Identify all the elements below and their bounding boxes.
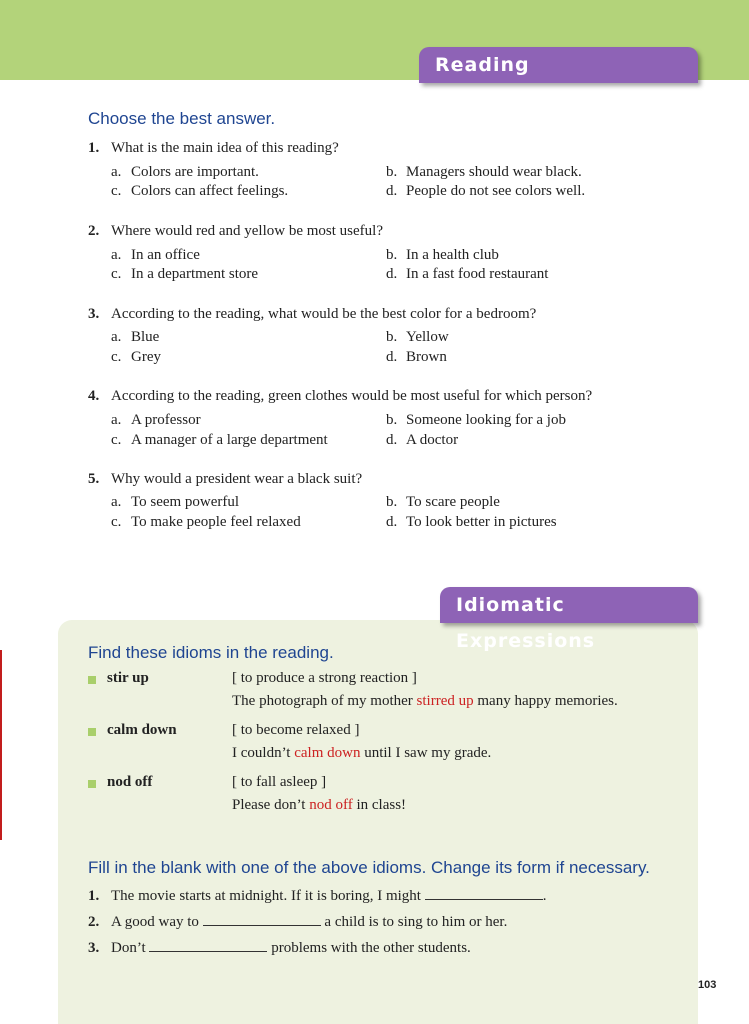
answer-option: b. Yellow <box>386 329 449 345</box>
answer-option: b. To scare people <box>386 494 500 510</box>
item-text: A good way to a child is to sing to him or her. <box>111 914 508 930</box>
idiom-term: calm down <box>107 722 177 738</box>
answer-option: d. A doctor <box>386 432 459 448</box>
idiom-example: The photograph of my mother stirred up many happy memories. <box>232 693 618 709</box>
answer-option: c. Grey <box>111 349 161 365</box>
answer-option: b. Someone looking for a job <box>386 412 566 428</box>
answer-blank[interactable] <box>425 886 543 900</box>
answer-option: a. To seem powerful <box>111 494 240 510</box>
answer-option: b. In a health club <box>386 247 499 263</box>
answer-option: d. To look better in pictures <box>386 514 557 530</box>
idiom-example: I couldn’t calm down until I saw my grade. <box>232 745 492 761</box>
idiom-highlight: nod off <box>309 797 353 813</box>
answer-option: a. A professor <box>111 412 201 428</box>
answer-option: c. To make people feel relaxed <box>111 514 301 530</box>
question-text: Why would a president wear a black suit? <box>111 471 363 487</box>
answer-option: c. In a department store <box>111 266 259 282</box>
idiom-definition: [ to fall asleep ] <box>232 774 327 790</box>
question-text: According to the reading, green clothes would be most useful for which person? <box>111 388 593 404</box>
idiom-highlight: stirred up <box>416 693 474 709</box>
question-number: 3. <box>88 306 100 322</box>
page-edge-mark <box>0 650 2 840</box>
bullet-icon <box>88 728 96 736</box>
idioms-instruction: Find these idioms in the reading. <box>88 643 334 662</box>
question-number: 2. <box>88 223 100 239</box>
question-number: 5. <box>88 471 100 487</box>
answer-option: b. Managers should wear black. <box>386 164 582 180</box>
answer-option: d. Brown <box>386 349 447 365</box>
item-number: 1. <box>88 888 100 904</box>
idiom-term: stir up <box>107 670 149 686</box>
answer-option: c. A manager of a large department <box>111 432 328 448</box>
idiom-term: nod off <box>107 774 153 790</box>
question-text: Where would red and yellow be most useful? <box>111 223 383 239</box>
bullet-icon <box>88 780 96 788</box>
fill-in-instruction: Fill in the blank with one of the above idioms. Change its form if necessary. <box>88 858 650 877</box>
question-text: According to the reading, what would be the best color for a bedroom? <box>111 306 537 322</box>
item-text: Don’t problems with the other students. <box>111 940 471 956</box>
question-number: 1. <box>88 140 100 156</box>
answer-option: d. In a fast food restaurant <box>386 266 549 282</box>
idiom-highlight: calm down <box>294 745 361 761</box>
answer-option: a. Colors are important. <box>111 164 259 180</box>
answer-blank[interactable] <box>203 912 321 926</box>
answer-option: a. Blue <box>111 329 160 345</box>
item-text: The movie starts at midnight. If it is boring, I might . <box>111 888 547 904</box>
reading-instruction: Choose the best answer. <box>88 109 276 128</box>
item-number: 3. <box>88 940 100 956</box>
question-number: 4. <box>88 388 100 404</box>
page-number: 103 <box>698 979 717 991</box>
question-text: What is the main idea of this reading? <box>111 140 339 156</box>
item-number: 2. <box>88 914 100 930</box>
idiom-definition: [ to become relaxed ] <box>232 722 360 738</box>
answer-option: d. People do not see colors well. <box>386 183 586 199</box>
answer-option: c. Colors can affect feelings. <box>111 183 289 199</box>
idiom-definition: [ to produce a strong reaction ] <box>232 670 417 686</box>
idiom-example: Please don’t nod off in class! <box>232 797 407 813</box>
idiomatic-expressions-tab: Idiomatic Expressions <box>440 587 698 623</box>
answer-blank[interactable] <box>149 938 267 952</box>
answer-option: a. In an office <box>111 247 200 263</box>
bullet-icon <box>88 676 96 684</box>
reading-comprehension-tab: Reading Comprehension <box>419 47 698 83</box>
